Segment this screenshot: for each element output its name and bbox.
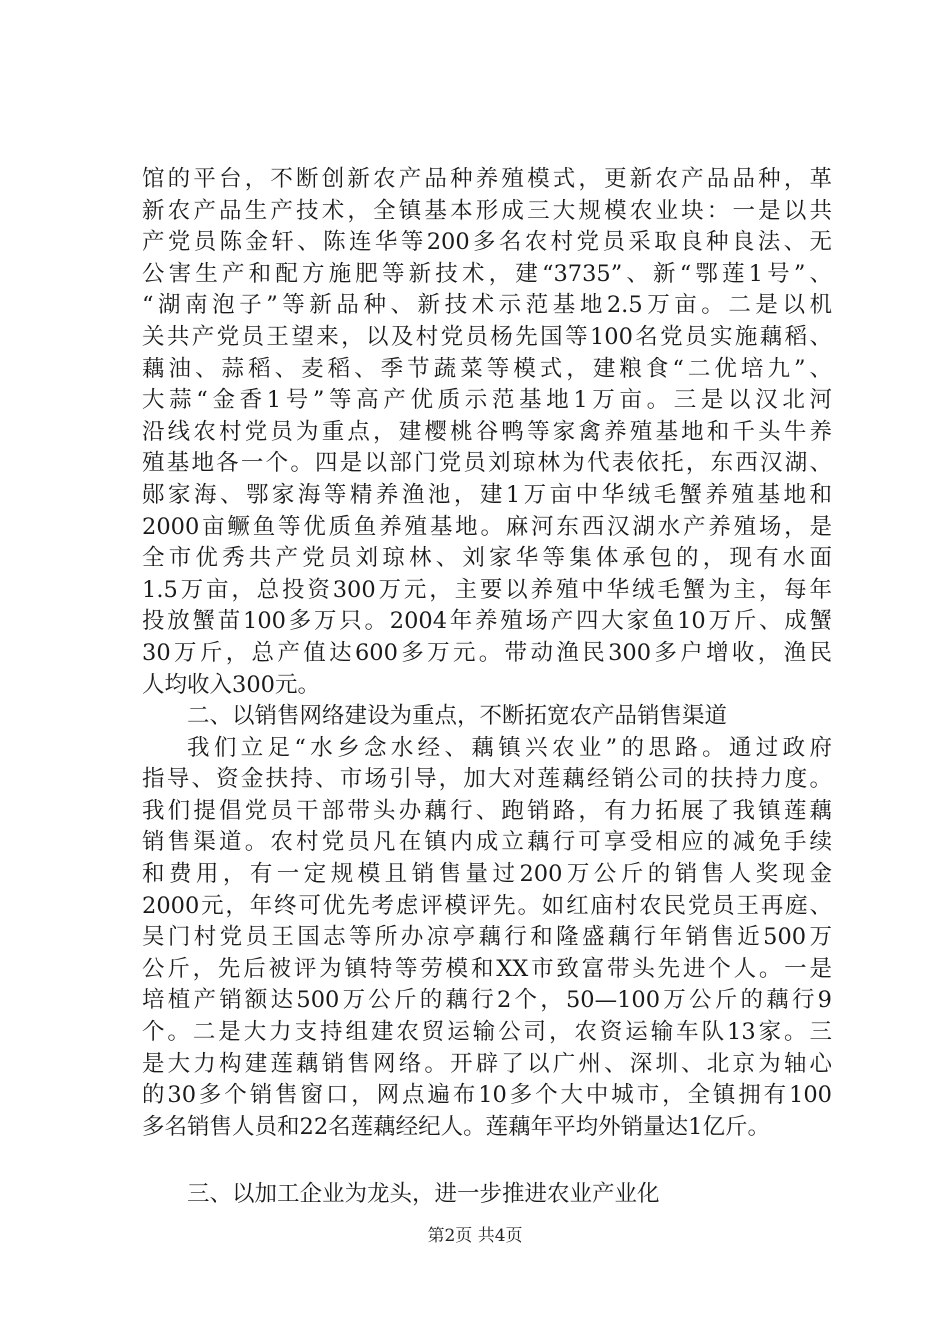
section-heading-sales-network: 二、以销售网络建设为重点，不断拓宽农产品销售渠道 (187, 703, 728, 730)
text-line: 30万斤，总产值达600多万元。带动渔民300多户增收，渔民 (142, 639, 832, 666)
text-line: 产党员陈金轩、陈连华等200多名农村党员采取良种良法、无 (142, 229, 832, 256)
text-line: 全市优秀共产党员刘琼林、刘家华等集体承包的，现有水面 (142, 545, 832, 572)
text-line: 我们立足“水乡念水经、藕镇兴农业”的思路。通过政府 (187, 734, 832, 761)
text-line: 关共产党员王望来，以及村党员杨先国等100名党员实施藕稻、 (142, 323, 832, 350)
paragraph-agriculture-blocks (142, 164, 832, 701)
text-line: 销售渠道。农村党员凡在镇内成立藕行可享受相应的减免手续 (142, 829, 832, 856)
page-number-footer: 第2页 共4页 (427, 1226, 523, 1246)
text-line: 个。二是大力支持组建农贸运输公司，农资运输车队13家。三 (142, 1019, 832, 1046)
text-line: 2000元，年终可优先考虑评模评先。如红庙村农民党员王再庭、 (142, 892, 832, 919)
text-line: 1.5万亩，总投资300万元，主要以养殖中华绒毛蟹为主，每年 (142, 576, 832, 603)
text-line: 吴门村党员王国志等所办凉亭藕行和隆盛藕行年销售近500万 (142, 924, 832, 951)
text-line: 沿线农村党员为重点，建樱桃谷鸭等家禽养殖基地和千头牛养 (142, 418, 832, 445)
text-line: 2000亩鳜鱼等优质鱼养殖基地。麻河东西汉湖水产养殖场，是 (142, 513, 832, 540)
text-line: 培植产销额达500万公斤的藕行2个，50—100万公斤的藕行9 (142, 987, 832, 1014)
text-line: 人均收入300元。 (142, 671, 320, 698)
document-body (142, 164, 832, 1211)
text-line: 多名销售人员和22名莲藕经纪人。莲藕年平均外销量达1亿斤。 (142, 1113, 770, 1140)
text-line: “湖南泡子”等新品种、新技术示范基地2.5万亩。二是以机 (142, 292, 832, 319)
text-line: 投放蟹苗100多万只。2004年养殖场产四大家鱼10万斤、成蟹 (142, 608, 832, 635)
text-line: 郧家海、鄂家海等精养渔池，建1万亩中华绒毛蟹养殖基地和 (142, 481, 832, 508)
text-line: 是大力构建莲藕销售网络。开辟了以广州、深圳、北京为轴心 (142, 1050, 832, 1077)
paragraph-sales-channels (142, 733, 832, 1144)
section-heading-processing-enterprises: 三、以加工企业为龙头，进一步推进农业产业化 (187, 1181, 660, 1208)
text-line: 指导、资金扶持、市场引导，加大对莲藕经销公司的扶持力度。 (142, 766, 832, 793)
text-line: 我们提倡党员干部带头办藕行、跑销路，有力拓展了我镇莲藕 (142, 797, 832, 824)
text-line: 的30多个销售窗口，网点遍布10多个大中城市，全镇拥有100 (142, 1082, 832, 1109)
section-spacer (142, 1143, 832, 1179)
text-line: 大蒜“金香1号”等高产优质示范基地1万亩。三是以汉北河 (142, 387, 832, 414)
text-line: 和费用，有一定规模且销售量过200万公斤的销售人奖现金 (142, 861, 832, 888)
text-line: 新农产品生产技术，全镇基本形成三大规模农业块：一是以共 (142, 197, 832, 224)
text-line: 公害生产和配方施肥等新技术，建“3735”、新“鄂莲1号”、 (142, 260, 832, 287)
text-line: 藕油、蒜稻、麦稻、季节蔬菜等模式，建粮食“二优培九”、 (142, 355, 832, 382)
text-line: 馆的平台，不断创新农产品种养殖模式，更新农产品品种，革 (142, 166, 832, 192)
text-line: 殖基地各一个。四是以部门党员刘琼林为代表依托，东西汉湖、 (142, 450, 832, 477)
text-line: 公斤，先后被评为镇特等劳模和XX市致富带头先进个人。一是 (142, 955, 832, 982)
